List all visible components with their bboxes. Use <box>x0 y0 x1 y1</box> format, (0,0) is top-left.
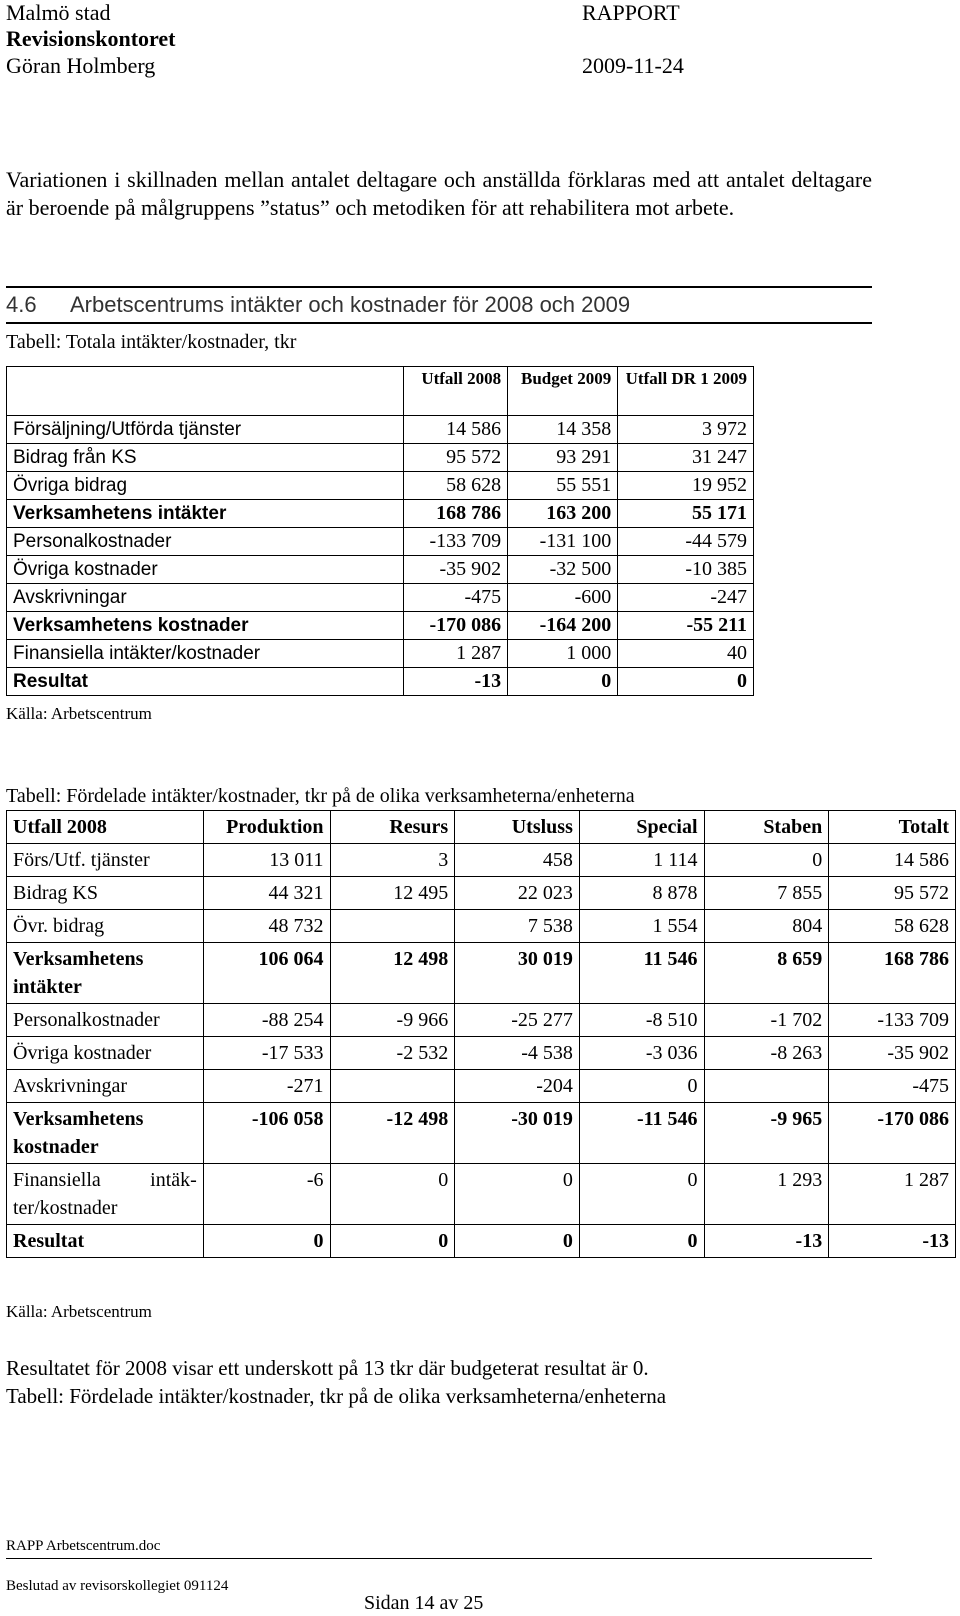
cell-value: -3 036 <box>579 1037 704 1070</box>
table-row <box>7 556 754 584</box>
table-row <box>7 584 754 612</box>
cell-value: -2 532 <box>330 1037 455 1070</box>
section-number: 4.6 <box>6 292 37 317</box>
footer-filename: RAPP Arbetscentrum.doc <box>6 1538 161 1554</box>
cell-value: 14 586 <box>404 416 508 444</box>
table2-col-header: Resurs <box>330 811 455 844</box>
table-row <box>7 500 754 528</box>
cell-value: -6 <box>203 1164 330 1225</box>
table-row <box>7 1070 956 1103</box>
cell-value: 1 000 <box>508 640 618 668</box>
cell-value: -17 533 <box>203 1037 330 1070</box>
table-row <box>7 910 956 943</box>
cell-value: 3 <box>330 844 455 877</box>
cell-value: 804 <box>704 910 829 943</box>
cell-value: 11 546 <box>579 943 704 1004</box>
cell-value: 0 <box>704 844 829 877</box>
cell-value: -35 902 <box>829 1037 956 1070</box>
cell-value: 44 321 <box>203 877 330 910</box>
cell-value: 31 247 <box>618 444 754 472</box>
cell-value: -9 966 <box>330 1004 455 1037</box>
cell-value: -1 702 <box>704 1004 829 1037</box>
cell-value: -131 100 <box>508 528 618 556</box>
department-name: Revisionskontoret <box>6 26 176 51</box>
cell-value: 1 554 <box>579 910 704 943</box>
cell-value: -106 058 <box>203 1103 330 1164</box>
cell-value: 163 200 <box>508 500 618 528</box>
totals-table <box>6 366 754 696</box>
cell-value: 168 786 <box>404 500 508 528</box>
cell-value: -25 277 <box>455 1004 580 1037</box>
table1-caption: Tabell: Totala intäkter/kostnader, tkr <box>6 331 297 353</box>
cell-value: 55 171 <box>618 500 754 528</box>
table1-col-header: Budget 2009 <box>508 367 618 416</box>
cell-value: 0 <box>618 668 754 696</box>
cell-value: 8 659 <box>704 943 829 1004</box>
cell-value: -88 254 <box>203 1004 330 1037</box>
row-label: Resultat <box>7 668 404 696</box>
cell-value: 95 572 <box>829 877 956 910</box>
section-title: Arbetscentrums intäkter och kostnader för 2008 och 2009 <box>70 292 631 317</box>
cell-value: -35 902 <box>404 556 508 584</box>
cell-value: 106 064 <box>203 943 330 1004</box>
footer-approved: Beslutad av revisorskollegiet 091124 <box>6 1578 229 1594</box>
table2-col-header: Produktion <box>203 811 330 844</box>
cell-value: 1 287 <box>404 640 508 668</box>
cell-value: -10 385 <box>618 556 754 584</box>
cell-value: -32 500 <box>508 556 618 584</box>
cell-value: 58 628 <box>829 910 956 943</box>
row-label: Övriga kostnader <box>7 556 404 584</box>
cell-value: -8 263 <box>704 1037 829 1070</box>
cell-value: 12 498 <box>330 943 455 1004</box>
cell-value: -8 510 <box>579 1004 704 1037</box>
cell-value: -44 579 <box>618 528 754 556</box>
row-label: Resultat <box>7 1225 204 1258</box>
cell-value: 12 495 <box>330 877 455 910</box>
cell-value: -4 538 <box>455 1037 580 1070</box>
cell-value: 3 972 <box>618 416 754 444</box>
row-label: Finansiella intäkter/kostnader <box>7 640 404 668</box>
table2-col-header: Totalt <box>829 811 956 844</box>
cell-value: 14 358 <box>508 416 618 444</box>
cell-value: 14 586 <box>829 844 956 877</box>
cell-value: 30 019 <box>455 943 580 1004</box>
row-label: Förs/Utf. tjänster <box>7 844 204 877</box>
cell-value: 48 732 <box>203 910 330 943</box>
cell-value: -13 <box>404 668 508 696</box>
intro-paragraph: Variationen i skillnaden mellan antalet deltagare och anställda förklaras med att antalet deltagare är beroende på målgruppens ”status” och metodiken för att rehabilitera mot arbete. <box>6 167 872 220</box>
cell-value: 22 023 <box>455 877 580 910</box>
table-row <box>7 1225 956 1258</box>
cell-value: -12 498 <box>330 1103 455 1164</box>
table2-col-header: Utfall 2008 <box>7 811 204 844</box>
cell-value: 19 952 <box>618 472 754 500</box>
cell-value: 168 786 <box>829 943 956 1004</box>
row-label: Verksamhetens kostnader <box>7 612 404 640</box>
cell-value: -13 <box>704 1225 829 1258</box>
cell-value: -164 200 <box>508 612 618 640</box>
cell-value: 0 <box>330 1164 455 1225</box>
table2-col-header: Special <box>579 811 704 844</box>
table1-source: Källa: Arbetscentrum <box>6 704 152 723</box>
table-row <box>7 640 754 668</box>
cell-value: 0 <box>455 1225 580 1258</box>
cell-value: 0 <box>508 668 618 696</box>
cell-value: 55 551 <box>508 472 618 500</box>
cell-value: 0 <box>579 1225 704 1258</box>
row-label: Avskrivningar <box>7 584 404 612</box>
cell-value: -475 <box>404 584 508 612</box>
cell-value: -133 709 <box>404 528 508 556</box>
table-row <box>7 668 754 696</box>
table-row <box>7 943 956 1004</box>
row-label: Verksamhetens kostnader <box>7 1103 204 1164</box>
row-label: Övr. bidrag <box>7 910 204 943</box>
table-row <box>7 1004 956 1037</box>
table-row <box>7 1103 956 1164</box>
author-name: Göran Holmberg <box>6 53 156 78</box>
cell-value: -204 <box>455 1070 580 1103</box>
cell-value: -271 <box>203 1070 330 1103</box>
table-row <box>7 472 754 500</box>
table1-col-header: Utfall 2008 <box>404 367 508 416</box>
table-row <box>7 844 956 877</box>
cell-value: 0 <box>579 1164 704 1225</box>
row-label: Bidrag KS <box>7 877 204 910</box>
row-label: Försäljning/Utförda tjänster <box>7 416 404 444</box>
document-date: 2009-11-24 <box>582 53 684 78</box>
cell-value: -600 <box>508 584 618 612</box>
cell-value <box>330 1070 455 1103</box>
row-label: Finansiella intäk-ter/kostnader <box>7 1164 204 1225</box>
cell-value: -170 086 <box>404 612 508 640</box>
cell-value: 7 855 <box>704 877 829 910</box>
cell-value <box>330 910 455 943</box>
cell-value: -247 <box>618 584 754 612</box>
row-label: Bidrag från KS <box>7 444 404 472</box>
section-heading <box>6 286 872 324</box>
cell-value: 0 <box>455 1164 580 1225</box>
table-row <box>7 444 754 472</box>
distribution-table <box>6 810 956 1258</box>
row-label: Verksamhetens intäkter <box>7 943 204 1004</box>
table1-corner <box>7 367 404 416</box>
cell-value: -133 709 <box>829 1004 956 1037</box>
cell-value: -11 546 <box>579 1103 704 1164</box>
cell-value: 1 287 <box>829 1164 956 1225</box>
cell-value: 40 <box>618 640 754 668</box>
cell-value: -475 <box>829 1070 956 1103</box>
cell-value: -170 086 <box>829 1103 956 1164</box>
cell-value: 7 538 <box>455 910 580 943</box>
row-label: Personalkostnader <box>7 1004 204 1037</box>
table-row <box>7 1037 956 1070</box>
cell-value: -30 019 <box>455 1103 580 1164</box>
table-row <box>7 528 754 556</box>
cell-value: 13 011 <box>203 844 330 877</box>
cell-value: 58 628 <box>404 472 508 500</box>
closing-paragraph: Resultatet för 2008 visar ett underskott på 13 tkr där budgeterat resultat är 0. <box>6 1356 649 1380</box>
table2-col-header: Staben <box>704 811 829 844</box>
table-row <box>7 416 754 444</box>
document-type: RAPPORT <box>582 0 680 25</box>
row-label: Verksamhetens intäkter <box>7 500 404 528</box>
row-label: Övriga kostnader <box>7 1037 204 1070</box>
org-name: Malmö stad <box>6 0 111 25</box>
row-label: Övriga bidrag <box>7 472 404 500</box>
cell-value: 458 <box>455 844 580 877</box>
page-number: Sidan 14 av 25 <box>364 1592 484 1614</box>
table-row <box>7 877 956 910</box>
table2-col-header: Utsluss <box>455 811 580 844</box>
table-row <box>7 1164 956 1225</box>
cell-value: -55 211 <box>618 612 754 640</box>
cell-value: 93 291 <box>508 444 618 472</box>
row-label: Personalkostnader <box>7 528 404 556</box>
cell-value <box>704 1070 829 1103</box>
cell-value: 0 <box>203 1225 330 1258</box>
cell-value: -13 <box>829 1225 956 1258</box>
cell-value: 0 <box>579 1070 704 1103</box>
cell-value: -9 965 <box>704 1103 829 1164</box>
cell-value: 1 293 <box>704 1164 829 1225</box>
table2-caption: Tabell: Fördelade intäkter/kostnader, tkr på de olika verksamheterna/enheterna <box>6 785 635 807</box>
table-row <box>7 612 754 640</box>
cell-value: 95 572 <box>404 444 508 472</box>
table2-source: Källa: Arbetscentrum <box>6 1302 152 1321</box>
table-header-row <box>7 811 956 844</box>
cell-value: 1 114 <box>579 844 704 877</box>
footer-divider <box>6 1558 872 1559</box>
cell-value: 8 878 <box>579 877 704 910</box>
table1-col-header: Utfall DR 1 2009 <box>618 367 754 416</box>
cell-value: 0 <box>330 1225 455 1258</box>
closing-caption: Tabell: Fördelade intäkter/kostnader, tkr på de olika verksamheterna/enheterna <box>6 1384 667 1408</box>
row-label: Avskrivningar <box>7 1070 204 1103</box>
